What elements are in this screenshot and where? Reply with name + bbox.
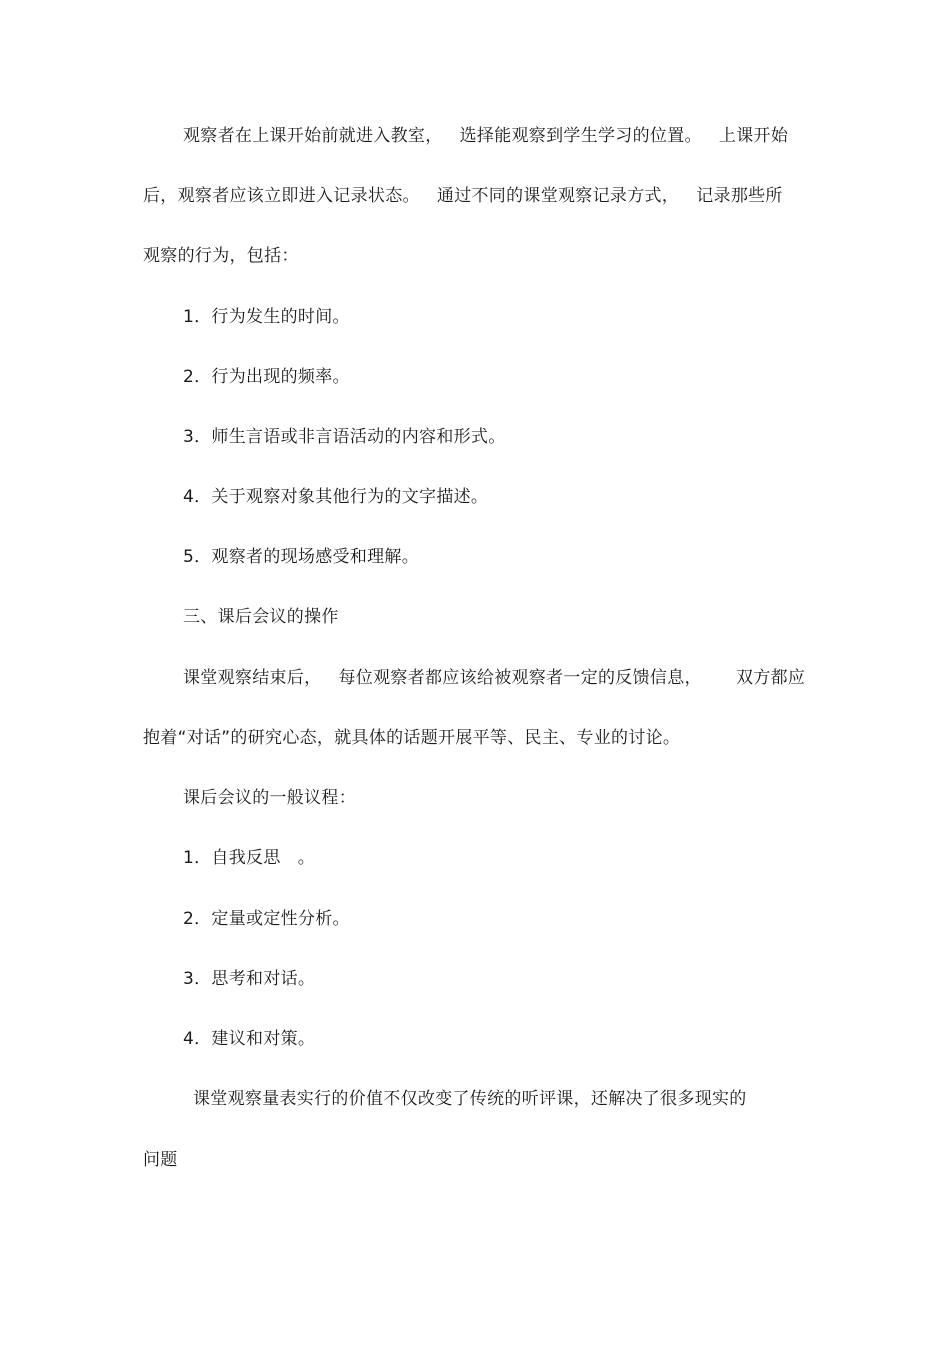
agenda-item-dialogue: 3．思考和对话。 [183, 969, 316, 989]
paragraph-line-5: 抱着“对话”的研究心态，就具体的话题开展平等、民主、专业的讨论。 [143, 728, 681, 748]
section-heading: 三、课后会议的操作 [183, 607, 339, 627]
paragraph-line-7: 问题 [143, 1150, 178, 1170]
paragraph-line-3: 观察的行为，包括： [143, 246, 299, 266]
paragraph-line-2: 后，观察者应该立即进入记录状态。 通过不同的课堂观察记录方式， 记录那些所 [143, 186, 783, 206]
list-item-observer-feelings: 5．观察者的现场感受和理解。 [183, 547, 420, 567]
list-item-behavior-time: 1．行为发生的时间。 [183, 307, 350, 327]
list-item-text-description: 4．关于观察对象其他行为的文字描述。 [183, 487, 489, 507]
paragraph-line-6: 课堂观察量表实行的价值不仅改变了传统的听评课，还解决了很多现实的 [193, 1089, 747, 1109]
agenda-intro: 课后会议的一般议程： [183, 788, 356, 808]
paragraph-line-1: 观察者在上课开始前就进入教室， 选择能观察到学生学习的位置。 上课开始 [183, 126, 789, 146]
paragraph-line-4: 课堂观察结束后， 每位观察者都应该给被观察者一定的反馈信息， 双方都应 [183, 668, 806, 688]
agenda-item-self-reflection: 1．自我反思 。 [183, 848, 316, 868]
agenda-item-analysis: 2．定量或定性分析。 [183, 909, 350, 929]
list-item-behavior-frequency: 2．行为出现的频率。 [183, 367, 350, 387]
agenda-item-suggestions: 4．建议和对策。 [183, 1029, 316, 1049]
list-item-activity-content: 3．师生言语或非言语活动的内容和形式。 [183, 427, 506, 447]
